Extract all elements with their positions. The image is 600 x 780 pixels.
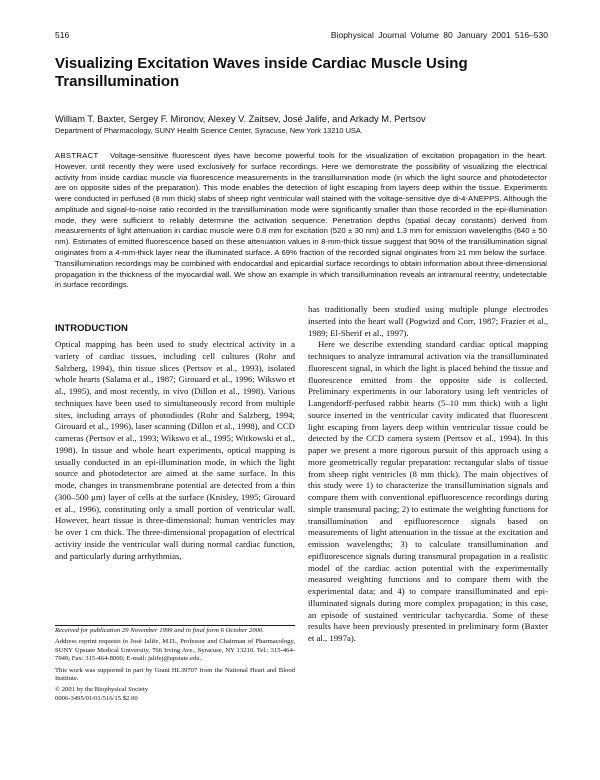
body-column-left — [55, 339, 295, 562]
intro-paragraph-continued: has traditionally been studied using multiple plunge electrodes inserted into the heart wall (Pogwizd and Corr, 1987; Frazier et al., 1989; El-Sherif et al., 1997). — [308, 304, 548, 338]
author-list: William T. Baxter, Sergey F. Mironov, Alexey V. Zaitsev, José Jalife, and Arkady M. Pertsov — [55, 114, 426, 124]
footnote-grant: This work was supported in part by Grant HL39707 from the National Heart and Blood Institute. — [55, 666, 295, 683]
footnote-address: Address reprint requests to José Jalife, M.D., Professor and Chairman of Pharmacology, SUNY Upstate Medical University, 766 Irving Ave., Syracuse, NY 13210. Tel.: 315-464-7949; Fax: 315-464-8000; E-mail: jalifej@upstate.edu. — [55, 638, 295, 663]
section-heading-introduction: INTRODUCTION — [55, 323, 128, 334]
footnote-copyright: © 2001 by the Biophysical Society — [55, 686, 149, 694]
abstract-text: Voltage-sensitive fluorescent dyes have become powerful tools for the visualization of excitation propagation in the heart. However, until recently they were used exclusively for surface recordings. Here we demonstrate the possibility of visualizing the electrical activity from inside cardiac muscle via fluorescence measurements in the transillumination mode (in which the light source and photodetector are on opposite sides of the preparation). This mode enables the detection of light escaping from layers deep within the tissue. Experiments were conducted in perfused (8 mm thick) slabs of sheep right ventricular wall stained with the voltage-sensitive dye di-4-ANEPPS. Although the amplitude and signal-to-noise ratio recorded in the transillumination mode were significantly smaller than those recorded in the epi-illumination mode, they were sufficient to reliably determine the activation sequence. Penetration depths (spatial decay constants) derived from measurements of light attenuation in cardiac muscle were 0.8 mm for excitation (520 ± 30 nm) and 1.3 mm for emission wavelengths (640 ± 50 nm). Estimates of emitted fluorescence based on these attenuation values in 8-mm-thick tissue suggest that 90% of the transillumination signal originates from a 4-mm-thick layer near the illuminated surface. A 69% fraction of the recorded signal originates from ≥1 mm below the surface. Transillumination recordings may be combined with endocardial and epicardial surface recordings to obtain information about three-dimensional propagation in the thickness of the myocardial wall. We show an example in which transillumination reveals an intramural reentry, undetectable in surface recordings. — [55, 151, 547, 290]
footnote-divider — [55, 625, 295, 626]
author-affiliation: Department of Pharmacology, SUNY Health Science Center, Syracuse, New York 13210 USA — [55, 126, 361, 135]
footnote-received: Received for publication 29 November 1999 and in final form 6 October 2000. — [55, 627, 264, 634]
page-number: 516 — [55, 30, 70, 40]
article-title: Visualizing Excitation Waves inside Cardiac Muscle Using Transillumination — [55, 55, 468, 90]
intro-paragraph-2: Here we describe extending standard cardiac optical mapping techniques to analyze intramural activation via the transilluminated fluorescent signal, in which the light is placed behind the tissue and fluorescence emitted from the opposite side is collected. Preliminary experiments in our laboratory using left ventricles of Langendorff-perfused rabbit hearts (5–10 mm thick) with a light source inserted in the ventricular cavity indicated that fluorescent light escaping from layers deep within ventricular tissue could be detected by the CCD camera system (Pertsov et al., 1994). In this paper we present a more rigorous pursuit of this approach using a more geometrically regular preparation: rectangular slabs of tissue from sheep right ventricles (8 mm thick). The main objectives of this study were 1) to characterize the transillumination signals and compare them with conventional epifluorescence recordings during simple transmural pacing; 2) to estimate the weighting functions for transillumination and epifluorescence signals based on measurements of light attenuation in the tissue at the excitation and emission wavelengths; 3) to calculate transillumination and epifluorescence signals during transmural propagation in a realistic model of the cardiac action potential with the experimentally measured weighting functions and to compare them with the experimental data; and 4) to compare transilluminated and epi-illuminated signals during more complex propagation; in this case, an episode of sustained ventricular tachycardia. Some of these results have been previously presented in preliminary form (Baxter et al., 1997a). — [308, 339, 548, 643]
intro-paragraph-1: Optical mapping has been used to study electrical activity in a variety of cardiac tissues, including cell cultures (Rohr and Salzberg, 1994), thin tissue slices (Pertsov et al., 1993), isolated whole hearts (Salama et al., 1987; Girouard et al., 1996; Wikswo et al., 1995), and most recently, in vivo (Dillon et al., 1998). Various techniques have been used to simultaneously record from multiple sites, including arrays of photodiodes (Rohr and Salzberg, 1994; Girouard et al., 1996), laser scanning (Dillon et al., 1998), and CCD cameras (Pertsov et al., 1993; Wikswo et al., 1995; Witkowski et al., 1998). In tissue and whole heart experiments, optical mapping is usually conducted in an epi-illumination mode, in which the light source and photodetector are aimed at the same surface. In this mode, changes in transmembrane potential are detected from a thin (300–500 μm) layer of cells at the surface (Knisley, 1995; Girouard et al., 1996), constituting only a small portion of ventricular wall. However, heart tissue is three-dimensional: human ventricles may be over 1 cm thick. The three-dimensional propagation of electrical activity inside the ventricular wall during normal cardiac function, and particularly during arrhythmias, — [55, 339, 295, 561]
journal-running-header: Biophysical Journal Volume 80 January 2001 516–530 — [330, 30, 548, 40]
footnote-issn: 0006-3495/01/01/516/15 $2.00 — [55, 694, 138, 702]
abstract — [55, 151, 547, 291]
footnotes — [55, 627, 295, 703]
abstract-label: ABSTRACT — [55, 151, 99, 160]
body-column-right — [308, 304, 548, 645]
